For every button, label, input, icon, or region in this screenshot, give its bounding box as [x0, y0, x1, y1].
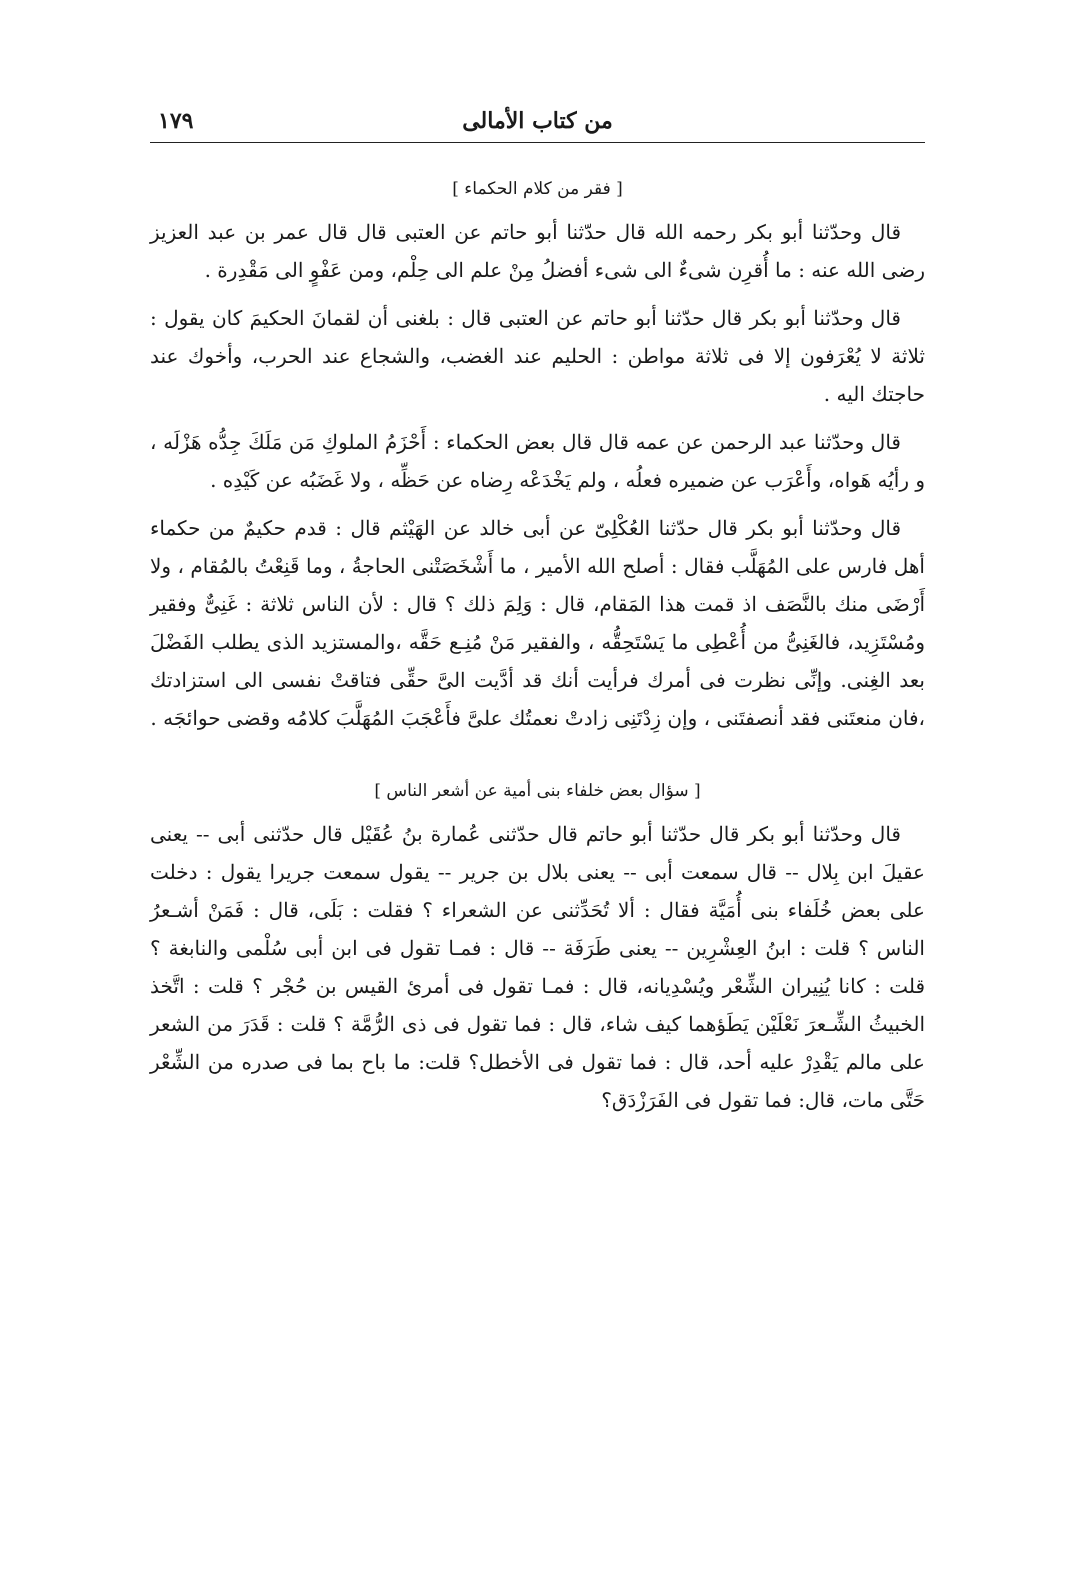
- section-1: [150, 165, 925, 737]
- page-number: ١٧٩: [158, 108, 194, 134]
- running-title: من كتاب الأمالى: [462, 108, 613, 134]
- paragraph: قال وحدّثنا أبو بكر قال حدّثنا العُكْلِىّ عن أبى خالد عن الهَيْثم قال : قدم حكيمٌ من حكماء أهل فارس على المُهَلَّب فقال : أصلح الله الأمير ، ما أَشْخَصَتْنى الحاجةُ ، وما قَنِعْتُ بالمُقام ، ولا أَرْضَى منك بالنَّصَف اذ قمت هذا المَقام، قال : وَلِمَ ذلك ؟ قال : لأن الناس ثلاثة : غَنِىٌّ وفقير ومُسْتَزِيد، فالغَنِىُّ من أُعْطِى ما يَسْتَحِقُّه ، والفقير مَنْ مُنِـع حَقَّه ،والمستزيد الذى يطلب الفَضْلَ بعد الغِنى. وإنِّى نظرت فى أمرك فرأيت أنك قد أدَّيت الىَّ حقِّى فتاقتْ نفسى الى استزادتك ،فان منعتَنى فقد أنصفتَنى ، وإن زِدْتَنِى زادتْ نعمتُك علىَّ فأَعْجَبَ المُهَلَّبَ كلامُه وقضى حوائجَه .: [150, 516, 925, 730]
- section-heading: [ سؤال بعض خلفاء بنى أمية عن أشعر الناس ]: [374, 781, 701, 801]
- paragraph: قال وحدّثنا أبو بكر قال حدّثنا أبو حاتم قال حدّثنى عُمارة بنُ عُقَيْل قال حدّثنى أبى -- يعنى عقيلَ ابن بِلال -- قال سمعت أبى -- يعنى بلال بن جرير -- يقول سمعت جريرا يقول : دخلت على بعض خُلَفاء بنى أُمَيَّة فقال : ألا تُحَدِّثنى عن الشعراء ؟ فقلت : بَلَى، قال : فَمَنْ أشـعرُ الناس ؟ قلت : ابنُ العِشْرِين -- يعنى طَرَفَة -- قال : فمـا تقول فى ابن أبى سُلْمى والنابغة ؟ قلت : كانا يُنِيران الشِّعْر ويُسْدِيانه، قال : فمـا تقول فى أمرئ القيس بن حُجْر ؟ قلت : اتَّخذ الخبيثُ الشِّـعرَ نَعْلَيْن يَطَؤهما كيف شاء، قال : فما تقول فى ذى الرُّمَّة ؟ قلت : قَدَرَ من الشعر على مالم يَقْدِرْ عليه أحد، قال : فما تقول فى الأخطل؟ قلت: ما باح بما فى صدره من الشِّعْر حَتَّى مات، قال: فما تقول فى الفَرَزْدَق؟: [150, 822, 925, 1112]
- paragraph: قال وحدّثنا أبو بكر رحمه الله قال حدّثنا أبو حاتم عن العتبى قال قال عمر بن عبد العزيز رضى الله عنه : ما أُقرِن شىءٌ الى شىء أفضلُ مِنْ علم الى حِلْم، ومن عَفْوٍ الى مَقْدِرة .: [150, 220, 925, 282]
- page-header: [150, 100, 925, 143]
- paragraph: قال وحدّثنا أبو بكر قال حدّثنا أبو حاتم عن العتبى قال : بلغنى أن لقمانَ الحكيمَ كان يقول : ثلاثة لا يُعْرَفون إلا فى ثلاثة مواطن : الحليم عند الغضب، والشجاع عند الحرب، وأخوك عند حاجتك اليه .: [150, 306, 925, 406]
- section-heading: [ فقر من كلام الحكماء ]: [452, 179, 623, 199]
- paragraph: قال وحدّثنا عبد الرحمن عن عمه قال قال بعض الحكماء : أَحْزَمُ الملوكِ مَن مَلَكَ جِدُّه هَزْلَه ، و رأيُه هَواه، وأَعْرَب عن ضميره فعلُه ، ولم يَخْدَعْه رِضاه عن حَظِّه ، ولا غَضَبُه عن كَيْدِه .: [150, 430, 925, 492]
- section-2: [150, 767, 925, 1119]
- book-page: [150, 100, 925, 1119]
